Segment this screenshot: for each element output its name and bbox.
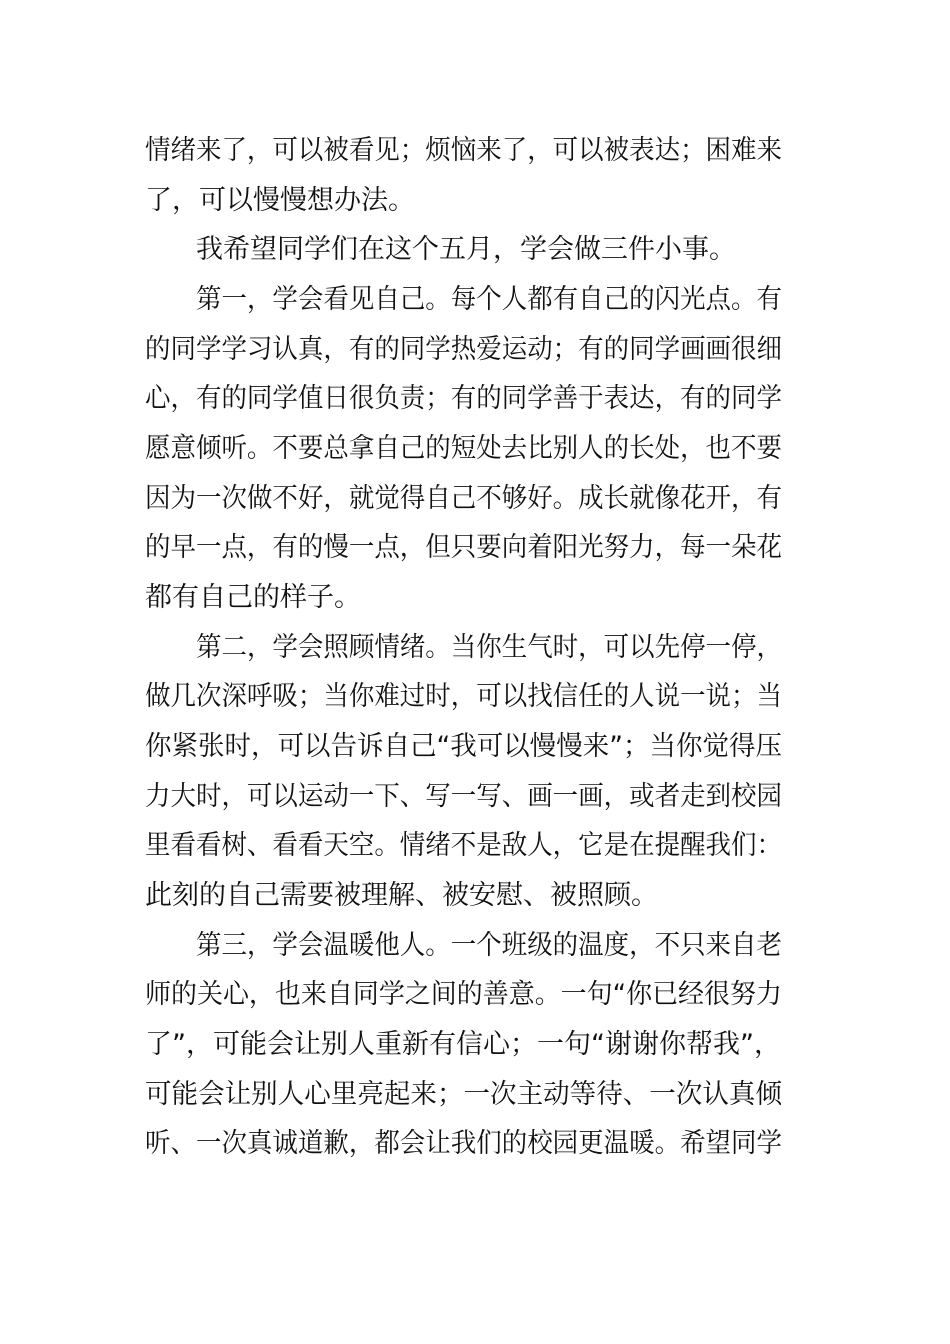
text-line: 愿意倾听。不要总拿自己的短处去比别人的长处，也不要 xyxy=(145,433,782,464)
text-line: 第二，学会照顾情绪。当你生气时，可以先停一停， xyxy=(196,632,782,663)
text-line: 都有自己的样子。 xyxy=(145,582,361,613)
text-line: 的早一点，有的慢一点，但只要向着阳光努力，每一朵花 xyxy=(145,532,782,563)
text-line: 你紧张时，可以告诉自己“我可以慢慢来”；当你觉得压 xyxy=(145,731,782,762)
text-line: 了”，可能会让别人重新有信心；一句“谢谢你帮我”， xyxy=(145,1029,781,1060)
text-line: 我希望同学们在这个五月，学会做三件小事。 xyxy=(196,234,736,265)
text-line: 了，可以慢慢想办法。 xyxy=(145,185,415,216)
text-line: 此刻的自己需要被理解、被安慰、被照顾。 xyxy=(145,880,658,911)
text-line: 力大时，可以运动一下、写一写、画一画，或者走到校园 xyxy=(145,781,782,812)
text-line: 第三，学会温暖他人。一个班级的温度，不只来自老 xyxy=(196,930,782,961)
text-line: 第一，学会看见自己。每个人都有自己的闪光点。有 xyxy=(196,284,782,315)
text-line: 师的关心，也来自同学之间的善意。一句“你已经很努力 xyxy=(145,979,782,1010)
text-line: 听、一次真诚道歉，都会让我们的校园更温暖。希望同学 xyxy=(145,1128,782,1159)
text-line: 因为一次做不好，就觉得自己不够好。成长就像花开，有 xyxy=(145,483,782,514)
text-line: 可能会让别人心里亮起来；一次主动等待、一次认真倾 xyxy=(145,1079,782,1110)
text-line: 情绪来了，可以被看见；烦恼来了，可以被表达；困难来 xyxy=(145,135,782,166)
text-line: 里看看树、看看天空。情绪不是敌人，它是在提醒我们： xyxy=(145,830,782,861)
text-line: 心，有的同学值日很负责；有的同学善于表达，有的同学 xyxy=(145,383,782,414)
text-line: 做几次深呼吸；当你难过时，可以找信任的人说一说；当 xyxy=(145,681,782,712)
text-line: 的同学学习认真，有的同学热爱运动；有的同学画画很细 xyxy=(145,334,782,365)
